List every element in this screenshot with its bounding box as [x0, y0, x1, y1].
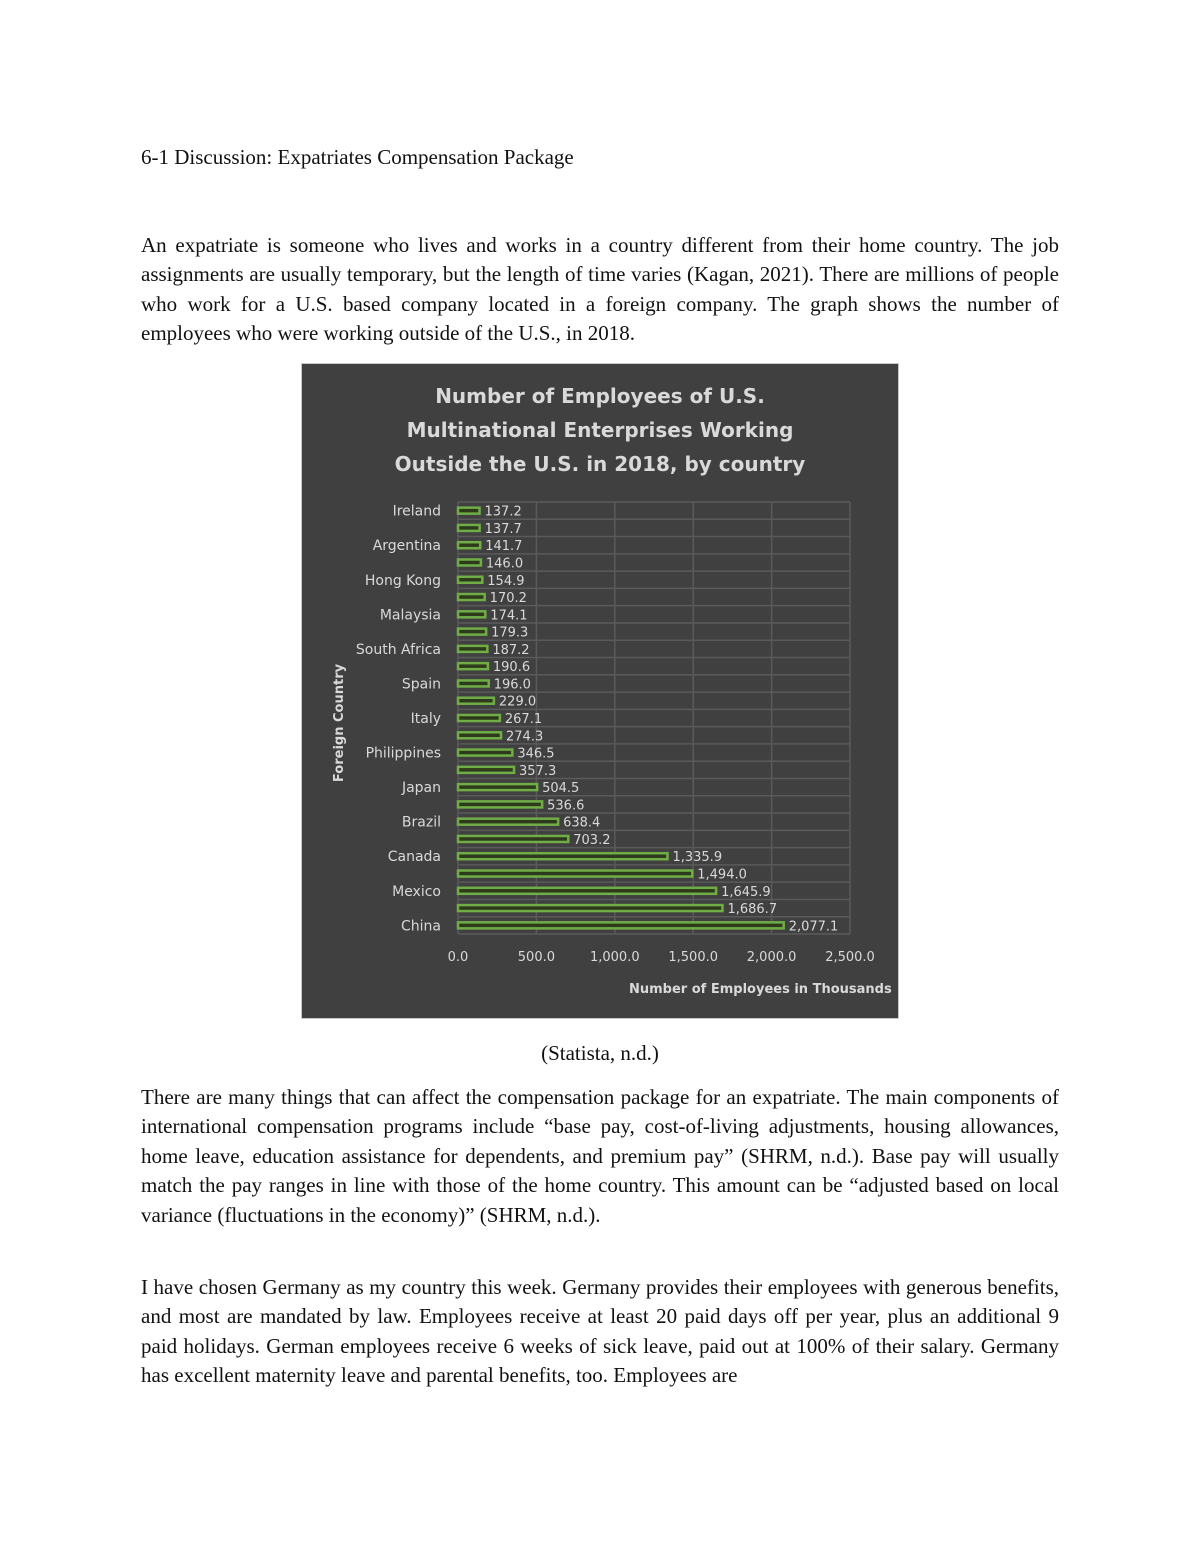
bar: [458, 646, 487, 652]
category-label: Italy: [410, 711, 441, 727]
bar: [458, 871, 692, 877]
chart-title-line-2: Multinational Enterprises Working: [406, 418, 794, 442]
bar: [458, 767, 514, 773]
bar: [458, 888, 716, 894]
bar-value-label: 703.2: [573, 832, 611, 848]
employees-bar-chart: [301, 363, 899, 1019]
bar-value-label: 536.6: [547, 798, 585, 814]
bar: [458, 559, 481, 565]
bar: [458, 750, 512, 756]
x-tick-label: 1,000.0: [589, 950, 640, 965]
bar: [458, 819, 558, 825]
bar: [458, 922, 784, 928]
bar-value-label: 190.6: [492, 660, 531, 676]
bar: [458, 577, 482, 583]
bar-value-label: 187.2: [492, 642, 530, 658]
x-tick-label: 0.0: [447, 950, 469, 965]
bar-value-label: 141.7: [485, 539, 523, 555]
bar-value-label: 274.3: [506, 729, 544, 745]
bar: [458, 715, 500, 721]
x-tick-label: 2,500.0: [825, 950, 875, 965]
bar-value-label: 137.2: [484, 504, 522, 520]
category-label: Spain: [401, 676, 441, 693]
x-tick-label: 1,500.0: [668, 950, 719, 965]
chart-title-line-3: Outside the U.S. in 2018, by country: [394, 452, 806, 476]
bar-value-label: 357.3: [519, 763, 557, 779]
bar-value-label: 229.0: [498, 694, 537, 710]
chart-svg: [301, 363, 899, 1019]
category-label: Canada: [387, 849, 441, 866]
bar-value-label: 504.5: [542, 781, 580, 797]
bar: [458, 542, 480, 548]
bar-value-label: 179.3: [491, 625, 529, 641]
category-label: Brazil: [401, 814, 441, 831]
x-tick-label: 2,000.0: [746, 950, 797, 965]
bar: [458, 680, 489, 686]
bar-value-label: 267.1: [504, 712, 543, 727]
bar-value-label: 146.0: [485, 556, 524, 572]
category-label: Ireland: [392, 503, 441, 520]
bar-value-label: 137.7: [484, 521, 522, 537]
bar-value-label: 1,335.9: [672, 850, 723, 866]
category-label: Hong Kong: [364, 572, 441, 589]
bar: [458, 801, 542, 807]
bar-value-label: 154.9: [487, 573, 525, 589]
bar: [458, 594, 485, 600]
bar: [458, 853, 667, 859]
bar: [458, 508, 480, 514]
bar: [458, 525, 480, 531]
bar: [458, 629, 486, 635]
category-label: Argentina: [372, 538, 441, 555]
intro-paragraph: An expatriate is someone who lives and works in a country different from their home country. The job assignments are usually temporary, but the length of time varies (Kagan, 2021). There are millions of people who work for a U.S. based company located in a foreign company. The graph shows the number of employees who were working outside of the U.S., in 2018.: [141, 233, 1059, 346]
chart-y-axis-title: Foreign Country: [332, 663, 347, 783]
chart-title-line-1: Number of Employees of U.S.: [435, 384, 765, 408]
category-label: Mexico: [392, 883, 441, 900]
category-label: Malaysia: [379, 607, 441, 624]
bar: [458, 611, 485, 617]
bar-value-label: 638.4: [563, 815, 601, 831]
bar-value-label: 174.1: [490, 608, 528, 624]
chart-caption: (Statista, n.d.): [541, 1041, 659, 1065]
bar-value-label: 1,494.0: [697, 867, 747, 883]
category-label: Japan: [401, 780, 441, 797]
chart-x-axis-title: Number of Employees in Thousands: [629, 982, 892, 997]
bar: [458, 663, 488, 669]
bar: [458, 732, 501, 738]
document-heading: 6-1 Discussion: Expatriates Compensation Package: [141, 145, 574, 169]
category-label: South Africa: [355, 641, 441, 658]
bar-value-label: 1,686.7: [727, 902, 778, 918]
bar-value-label: 1,645.9: [721, 884, 771, 900]
bar: [458, 698, 494, 704]
compensation-paragraph: There are many things that can affect the compensation package for an expatriate. The main components of international compensation programs include “base pay, cost-of-living adjustments, housing allowances, home leave, education assistance for dependents, and premium pay” (SHRM, n.d.). Base pay will usually match the pay ranges in line with those of the home country. This amount can be “adjusted based on local variance (fluctuations in the economy)” (SHRM, n.d.).: [141, 1085, 1059, 1227]
bar-value-label: 196.0: [493, 677, 531, 693]
germany-paragraph: I have chosen Germany as my country this week. Germany provides their employees with generous benefits, and most are mandated by law. Employees receive at least 20 paid days off per year, plus an additional 9 paid holidays. German employees receive 6 weeks of sick leave, paid out at 100% of their salary. Germany has excellent maternity leave and parental benefits, too. Employees are: [141, 1275, 1059, 1388]
bar: [458, 905, 722, 911]
bar-value-label: 170.2: [489, 591, 527, 607]
category-label: China: [401, 918, 441, 935]
bar: [458, 784, 537, 790]
bar-value-label: 346.5: [517, 746, 555, 762]
bar: [458, 836, 568, 842]
category-label: Philippines: [365, 745, 441, 762]
bar-value-label: 2,077.1: [788, 919, 839, 935]
x-tick-label: 500.0: [517, 950, 556, 965]
